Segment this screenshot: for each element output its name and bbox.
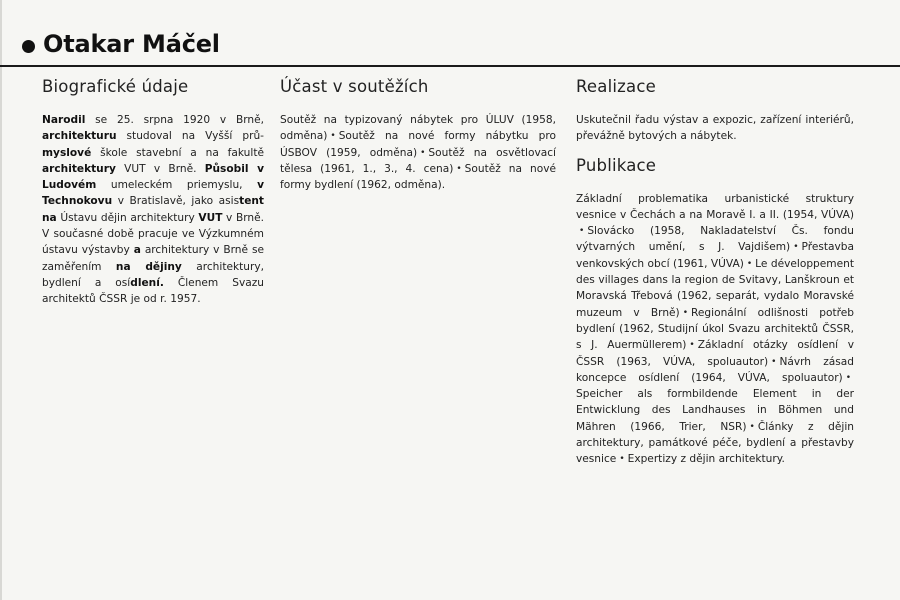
bullet-separator-icon: • [746,258,753,269]
biography-text [42,112,264,308]
bold-run: Narodil [42,114,86,126]
bullet-separator-icon: • [845,372,851,383]
competitions-text [280,112,556,193]
competition-item: Soutěž na nové formy bydlení (1962, odměna). [280,162,556,192]
page-header [22,30,220,58]
bullet-separator-icon: • [579,226,585,237]
text-run: se 25. srpna 1920 v Brně, [85,114,264,126]
text-run: Členem Svazu architektů ČSSR je od r. 1957. [42,276,264,306]
text-run: v Bratislavě, jako asis [112,195,240,208]
bullet-separator-icon: • [689,340,695,351]
text-run: škole stavební a na fakultě [91,146,264,159]
text-run: architektury v Brně se zaměřením [42,244,264,273]
bold-run: Působil v Ludovém [42,162,264,192]
publications-text [576,191,854,468]
bold-run: architektury [42,162,116,175]
bullet-separator-icon: • [420,147,426,158]
bold-run: myslové [42,146,92,159]
section-heading-biography: Biografické údaje [42,77,189,96]
bullet-separator-icon: • [793,242,799,253]
page-edge [0,0,2,600]
publication-item: Přestavba venkovských obcí (1961, VÚVA) [576,241,854,270]
competition-item: Soutěž na typizovaný nábytek pro ÚLUV (1958, odměna) [280,114,556,143]
text-run: architektury, bydlení a osí [42,260,264,289]
bullet-separator-icon: • [682,307,689,318]
text-run: VUT v Brně. [115,162,205,175]
text-run: umeleckém priemyslu, [96,179,258,192]
realizations-text: Uskutečnil řadu výstav a expozic, zařízení interiérů, převážně bytových a nábytek. [576,114,854,143]
bold-run: a [133,244,141,257]
publication-item: Expertizy z dějin architektury. [627,453,785,466]
bullet-separator-icon: • [771,356,777,367]
publication-item: Speicher als formbildende Element in der Entwicklung des Landhauses in Böhmen und Mähren (1966, Trier, NSR) [576,388,854,433]
spacer [576,145,854,155]
bold-run: architekturu [42,130,117,143]
bullet-icon [22,40,35,53]
column-competitions [280,76,556,193]
publication-item: Články z dějin architektury, památkové péče, bydlení a přestavby vesnice [576,420,854,466]
publication-item: Návrh zásad koncepce osídlení (1964, VÚVA, spoluautor) [576,355,854,384]
competition-item: Soutěž na osvětlovací tělesa (1961, 1., 3., 4. cena) [280,146,556,175]
text-run: v Brně. V současné době pracuje ve Výzkumném ústavu výstavby [42,211,264,257]
bold-run: v Technokovu [42,179,264,208]
header-divider [0,65,900,67]
publication-item: Základní problematika urbanistické struktury vesnice v Čechách a na Moravě I. a II. (1954, VÚVA) [576,192,854,221]
bullet-separator-icon: • [330,131,336,142]
section-heading-realizations: Realizace [576,77,656,96]
page-title: Otakar Máčel [43,30,220,58]
bullet-separator-icon: • [749,421,755,432]
column-biography [42,76,264,308]
column-works [576,76,854,468]
section-heading-publications: Publikace [576,155,657,175]
publication-item: Le développement des villages dans la region de Svitavy, Lanškroun et Moravská Třebová (1962, separát, vydalo Moravské muzeum v Brně) [576,257,854,319]
text-run: studoval na Vyšší prů- [116,130,264,143]
bullet-separator-icon: • [619,454,625,465]
bold-run: na dějiny [115,260,182,273]
section-heading-competitions: Účast v soutěžích [280,77,429,96]
bullet-separator-icon: • [456,163,462,174]
bold-run: VUT [198,211,223,224]
bold-run: tent na [42,195,264,224]
text-run: Ústavu dějin architektury [56,211,199,224]
bold-run: dlení. [130,276,164,289]
publication-item: Slovácko (1958, Nakladatelství Čs. fondu výtvarných umění, s J. Vajdišem) [576,225,854,254]
publication-item: Základní otázky osídlení v ČSSR (1963, VÚVA, spoluautor) [576,339,854,368]
publication-item: Regionální odlišnosti potřeb bydlení (1962, Studijní úkol Svazu architektů ČSSR, s J. Auermüllerem) [576,306,854,352]
competition-item: Soutěž na nové formy nábytku pro ÚSBOV (1959, odměna) [280,130,556,159]
